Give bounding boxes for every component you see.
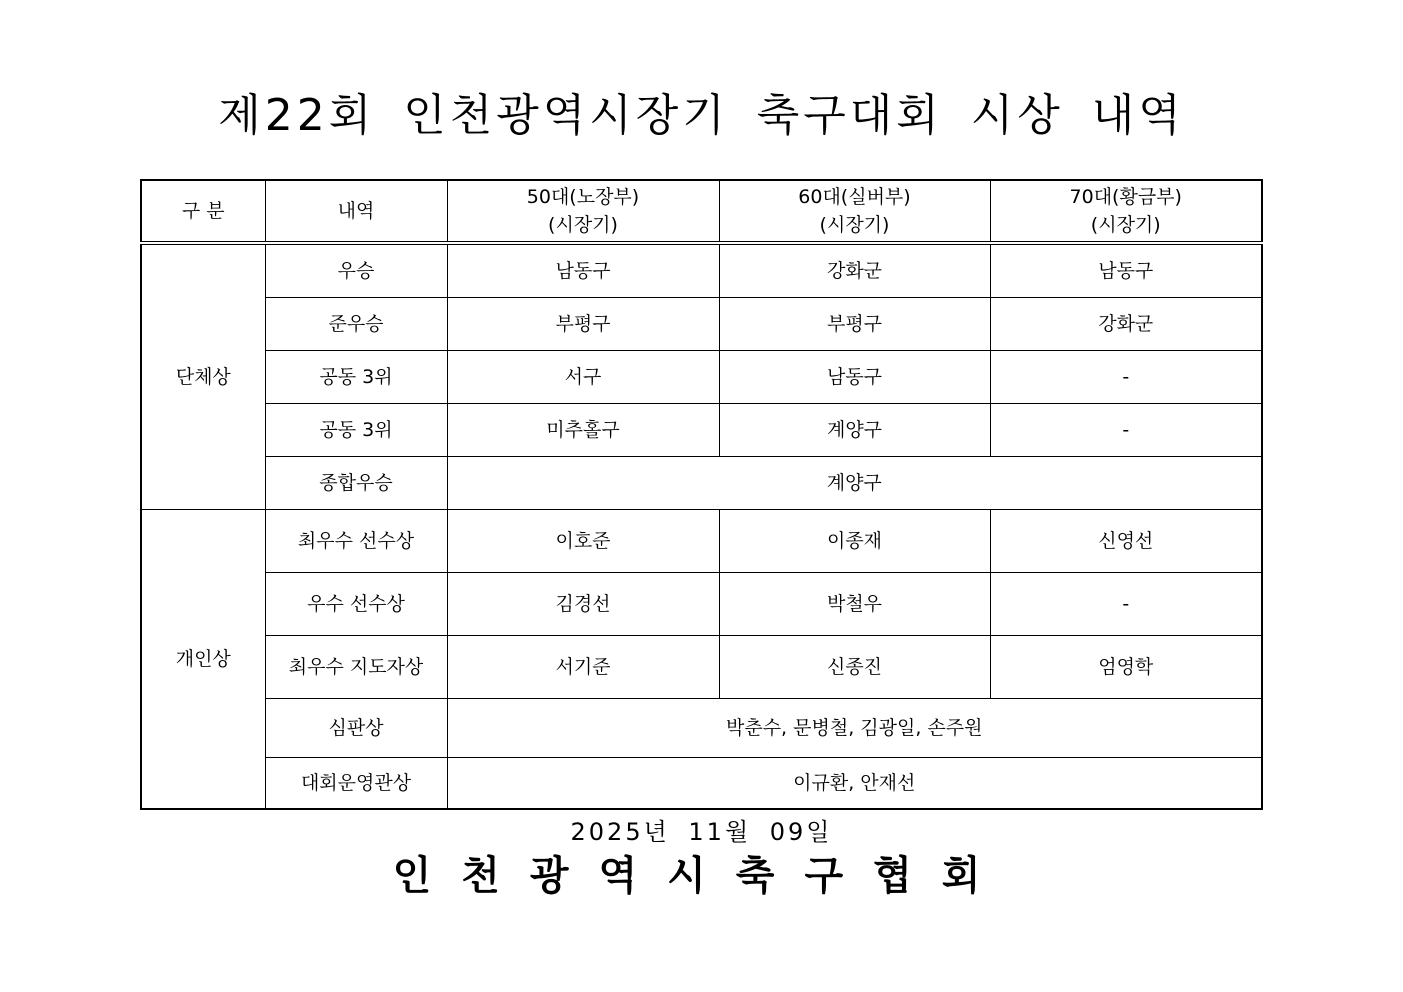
- cell-60s: 계양구: [719, 404, 990, 457]
- organization-name: 인천광역시축구협회: [392, 853, 1011, 899]
- overall-winner-value: 계양구: [447, 457, 1262, 510]
- header-60s-line1: 60대(실버부): [798, 186, 911, 208]
- table-row: [141, 457, 1262, 510]
- table-row: [141, 510, 1262, 573]
- row-label: 우수 선수상: [265, 573, 447, 636]
- header-detail: 내역: [265, 180, 447, 243]
- group-individual-award: 개인상: [141, 510, 265, 810]
- table-row: [141, 758, 1262, 810]
- cell-50s: 부평구: [447, 298, 719, 351]
- table-row: [141, 573, 1262, 636]
- cell-60s: 신종진: [719, 636, 990, 699]
- cell-50s: 서구: [447, 351, 719, 404]
- header-category: 구 분: [141, 180, 265, 243]
- group-team-award: 단체상: [141, 243, 265, 510]
- cell-50s: 이호준: [447, 510, 719, 573]
- cell-70s: -: [990, 351, 1262, 404]
- table-header-row: [141, 180, 1262, 243]
- row-label: 최우수 선수상: [265, 510, 447, 573]
- cell-70s: 신영선: [990, 510, 1262, 573]
- awards-table: [140, 179, 1263, 810]
- cell-60s: 부평구: [719, 298, 990, 351]
- page-title: 제22회 인천광역시장기 축구대회 시상 내역: [218, 90, 1185, 141]
- cell-50s: 김경선: [447, 573, 719, 636]
- cell-60s: 남동구: [719, 351, 990, 404]
- header-50s: [447, 180, 719, 243]
- cell-50s: 서기준: [447, 636, 719, 699]
- row-label: 심판상: [265, 699, 447, 758]
- cell-60s: 박철우: [719, 573, 990, 636]
- row-label: 공동 3위: [265, 351, 447, 404]
- header-50s-line1: 50대(노장부): [526, 186, 640, 208]
- header-50s-line2: (시장기): [548, 214, 618, 236]
- row-label: 공동 3위: [265, 404, 447, 457]
- row-label: 최우수 지도자상: [265, 636, 447, 699]
- header-70s: [990, 180, 1262, 243]
- cell-70s: 강화군: [990, 298, 1262, 351]
- cell-60s: 이종재: [719, 510, 990, 573]
- row-label: 대회운영관상: [265, 758, 447, 810]
- row-label: 종합우승: [265, 457, 447, 510]
- referee-award-value: 박춘수, 문병철, 김광일, 손주원: [447, 699, 1262, 758]
- header-70s-line1: 70대(황금부): [1069, 186, 1182, 208]
- table-row: [141, 404, 1262, 457]
- cell-70s: -: [990, 573, 1262, 636]
- header-60s: [719, 180, 990, 243]
- cell-50s: 미추홀구: [447, 404, 719, 457]
- operations-award-value: 이규환, 안재선: [447, 758, 1262, 810]
- cell-70s: 남동구: [990, 243, 1262, 298]
- cell-70s: -: [990, 404, 1262, 457]
- award-date: 2025년 11월 09일: [570, 818, 833, 846]
- cell-60s: 강화군: [719, 243, 990, 298]
- header-70s-line2: (시장기): [1090, 214, 1161, 236]
- table-row: [141, 636, 1262, 699]
- table-row: [141, 298, 1262, 351]
- table-row: [141, 699, 1262, 758]
- table-row: [141, 351, 1262, 404]
- row-label: 준우승: [265, 298, 447, 351]
- row-label: 우승: [265, 243, 447, 298]
- table-row: [141, 243, 1262, 298]
- cell-70s: 엄영학: [990, 636, 1262, 699]
- header-60s-line2: (시장기): [819, 214, 890, 236]
- cell-50s: 남동구: [447, 243, 719, 298]
